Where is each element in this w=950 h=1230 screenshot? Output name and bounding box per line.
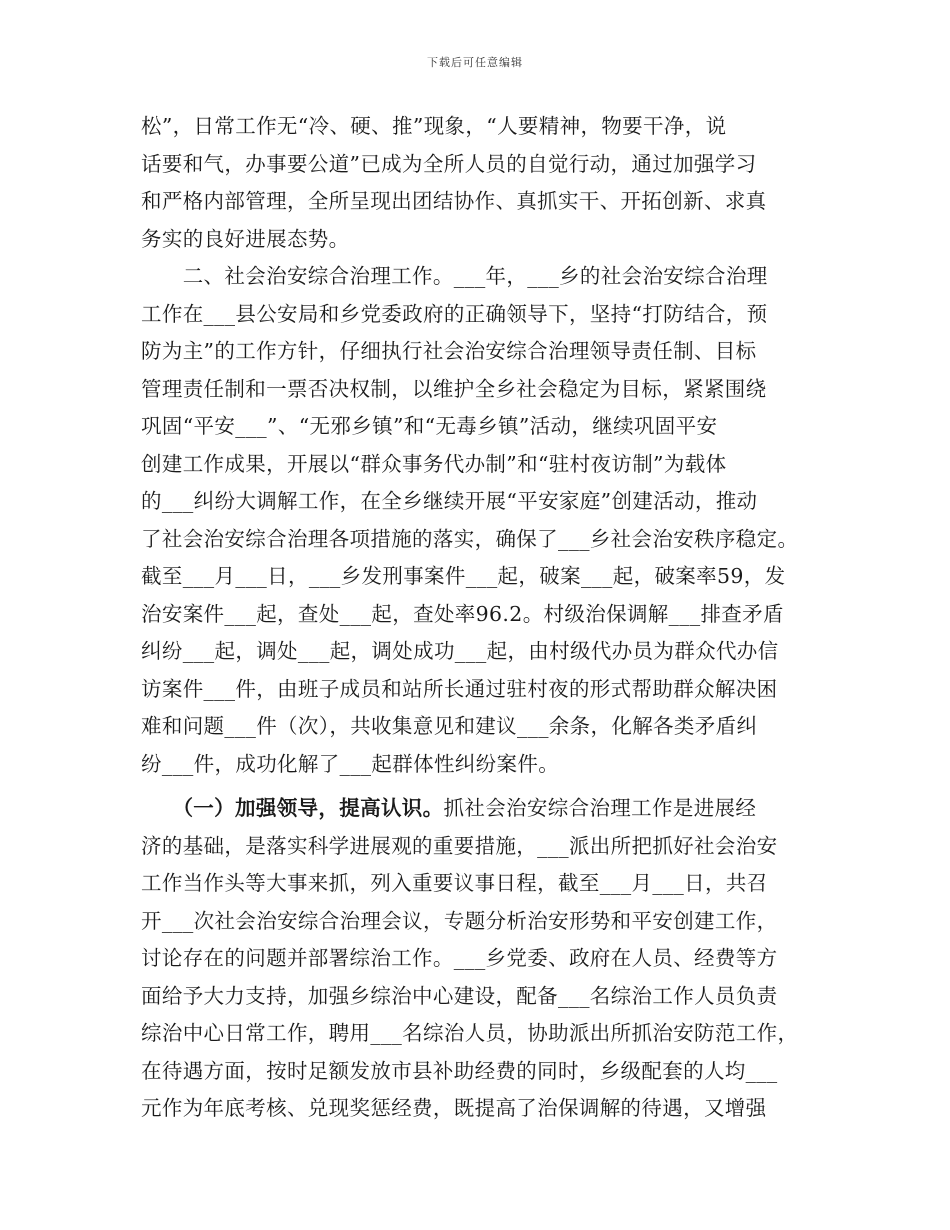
body-line: 面给予大力支持，加强乡综治中心建设，配备___名综治工作人员负责 xyxy=(141,983,778,1008)
body-line: 务实的良好进展态势。 xyxy=(141,226,350,251)
section-heading-line xyxy=(141,790,813,828)
body-line: 综治中心日常工作，聘用___名综治人员，协助派出所抓治安防范工作， xyxy=(141,1021,799,1045)
body-line: 济的基础，是落实科学进展观的重要措施，___派出所把抓好社会治安 xyxy=(141,833,778,858)
body-line: 工作在___县公安局和乡党委政府的正确领导下，坚持“打防结合，预 xyxy=(141,301,768,326)
body-line: 工作当作头等大事来抓，列入重要议事日程，截至___月___日，共召 xyxy=(141,871,768,895)
section-heading: （一）加强领导，提高认识。 xyxy=(141,796,444,820)
body-line: 访案件___件，由班子成员和站所长通过驻村夜的形式帮助群众解决困 xyxy=(141,676,778,701)
body-line: 防为主”的工作方针，仔细执行社会治安综合治理领导责任制、目标 xyxy=(141,339,757,363)
body-line: 截至___月___日，___乡发刑事案件___起，破案___起，破案率59，发 xyxy=(141,564,786,588)
body-line: 讨论存在的问题并部署综治工作。___乡党委、政府在人员、经费等方 xyxy=(141,946,778,970)
body-line: 松”，日常工作无“冷、硬、推”现象，“人要精神，物要干净，说 xyxy=(141,114,727,138)
body-line: 巩固“平安___”、“无邪乡镇”和“无毒乡镇”活动，继续巩固平安 xyxy=(141,414,718,438)
body-line: 在待遇方面，按时足额发放市县补助经费的同时，乡级配套的人均___ xyxy=(141,1058,778,1083)
document-body xyxy=(141,108,813,1128)
page-header-note: 下载后可任意编辑 xyxy=(427,56,523,69)
body-line: 二、社会治安综合治理工作。___年，___乡的社会治安综合治理 xyxy=(141,264,768,288)
body-line: 管理责任制和一票否决权制，以维护全乡社会稳定为目标，紧紧围绕 xyxy=(141,376,767,401)
body-line: 纷___件，成功化解了___起群体性纠纷案件。 xyxy=(141,751,560,776)
paragraph-gap xyxy=(141,783,813,790)
body-line: 难和问题___件（次），共收集意见和建议___余条，化解各类矛盾纠 xyxy=(141,714,758,738)
body-line: 了社会治安综合治理各项措施的落实，确保了___乡社会治安秩序稳定。 xyxy=(141,526,799,551)
body-line: 和严格内部管理，全所呈现出团结协作、真抓实干、开拓创新、求真 xyxy=(141,189,767,213)
body-line: 元作为年底考核、兑现奖惩经费，既提高了治保调解的待遇，又增强 xyxy=(141,1096,767,1120)
body-line: 创建工作成果，开展以“群众事务代办制”和“驻村夜访制”为载体 xyxy=(141,451,727,476)
body-line: 开___次社会治安综合治理会议，专题分析治安形势和平安创建工作， xyxy=(141,908,778,933)
body-line: 纠纷___起，调处___起，调处成功___起，由村级代办员为群众代办信 xyxy=(141,639,779,663)
section-first-line-text: 抓社会治安综合治理工作是进展经 xyxy=(443,796,757,820)
body-line: 话要和气，办事要公道”已成为全所人员的自觉行动，通过加强学习 xyxy=(141,151,757,176)
body-line: 的___纠纷大调解工作，在全乡继续开展“平安家庭”创建活动，推动 xyxy=(141,489,758,513)
body-line: 治安案件___起，查处___起，查处率96.2。村级治保调解___排查矛盾 xyxy=(141,601,784,626)
